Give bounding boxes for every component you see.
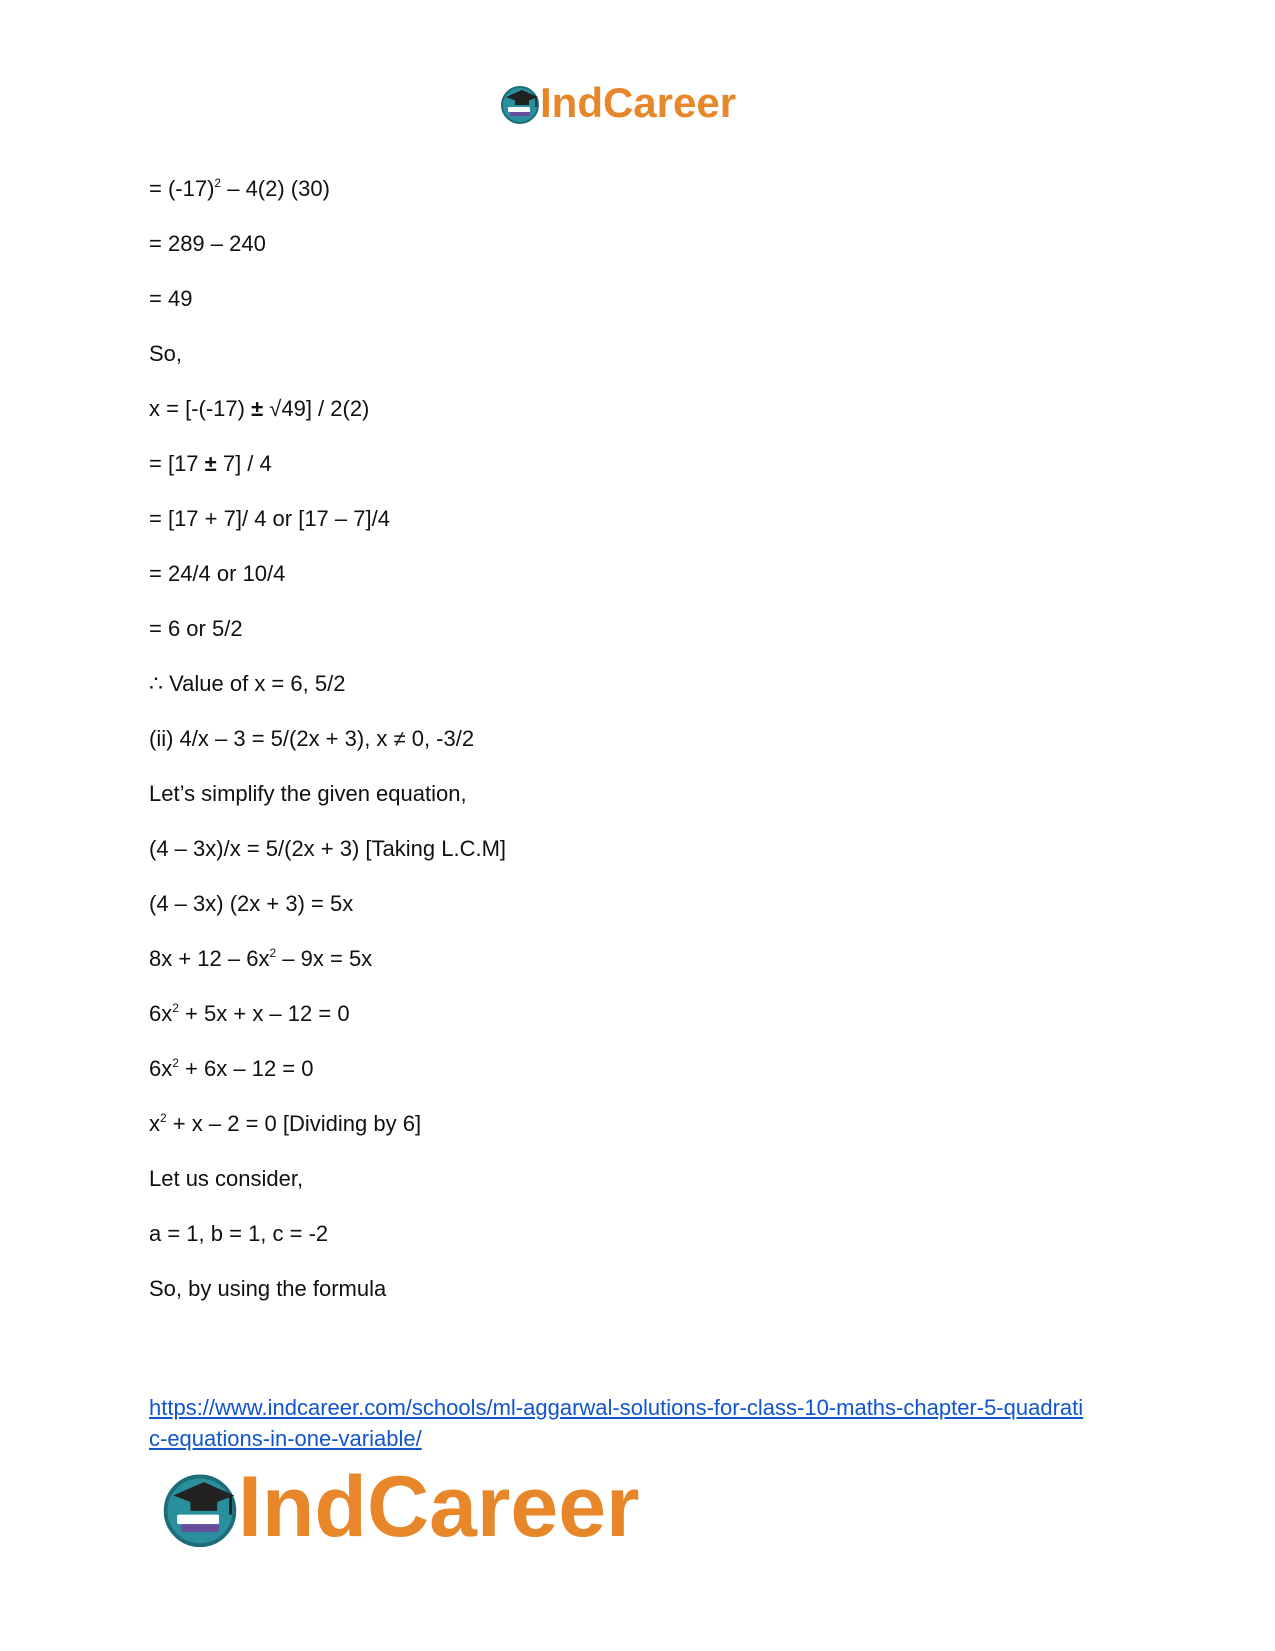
- solution-line: [149, 836, 1149, 862]
- line-text: Let us consider,: [149, 1166, 304, 1191]
- source-link-line-2[interactable]: c-equations-in-one-variable/: [149, 1426, 422, 1451]
- solution-line: [149, 451, 1149, 477]
- solution-line: [149, 781, 1149, 807]
- solution-line: [149, 561, 1149, 587]
- line-text: ∴ Value of x = 6, 5/2: [149, 671, 346, 696]
- line-text: 6x: [149, 1001, 173, 1026]
- solution-line: [149, 946, 1149, 972]
- line-text: = 24/4 or 10/4: [149, 561, 286, 586]
- solution-line: [149, 1056, 1149, 1082]
- graduation-cap-globe-icon: [158, 1465, 242, 1549]
- line-text: – 4(2) (30): [221, 176, 330, 201]
- header-logo: [498, 78, 736, 128]
- solution-line: [149, 1001, 1149, 1027]
- solution-line: [149, 396, 1149, 422]
- superscript: 2: [172, 1056, 179, 1070]
- line-text: So, by using the formula: [149, 1276, 387, 1301]
- superscript: 2: [269, 946, 277, 960]
- solution-content: [149, 176, 1149, 1331]
- footer-logo: [158, 1459, 640, 1555]
- line-text: (4 – 3x)/x = 5/(2x + 3) [Taking L.C.M]: [149, 836, 507, 861]
- solution-line: [149, 286, 1149, 312]
- line-text: – 9x = 5x: [276, 946, 373, 971]
- line-text: √49] / 2(2): [263, 396, 370, 421]
- line-text: + 5x + x – 12 = 0: [178, 1001, 350, 1026]
- line-text: x: [149, 1111, 160, 1136]
- solution-line: [149, 616, 1149, 642]
- footer-logo-wordmark: IndCareer: [238, 1459, 640, 1555]
- line-text: = 49: [149, 286, 193, 311]
- solution-line: [149, 891, 1149, 917]
- solution-line: [149, 1166, 1149, 1192]
- line-text: = (-17): [149, 176, 215, 201]
- solution-line: [149, 726, 1149, 752]
- solution-line: [149, 341, 1149, 367]
- line-text: a = 1, b = 1, c = -2: [149, 1221, 329, 1246]
- solution-line: [149, 176, 1149, 202]
- solution-line: [149, 1276, 1149, 1302]
- line-text: + 6x – 12 = 0: [178, 1056, 314, 1081]
- superscript: 2: [172, 1001, 179, 1015]
- line-text: + x – 2 = 0 [Dividing by 6]: [166, 1111, 422, 1136]
- solution-line: [149, 506, 1149, 532]
- logo-wordmark: IndCareer: [540, 79, 737, 126]
- superscript: 2: [214, 176, 222, 190]
- line-text: (ii) 4/x – 3 = 5/(2x + 3), x ≠ 0, -3/2: [149, 726, 475, 751]
- line-text: (4 – 3x) (2x + 3) = 5x: [149, 891, 354, 916]
- superscript: 2: [160, 1111, 167, 1125]
- line-text: 7] / 4: [216, 451, 272, 476]
- plus-minus-sign: ±: [204, 451, 217, 476]
- line-text: = [17 + 7]/ 4 or [17 – 7]/4: [149, 506, 390, 531]
- plus-minus-sign: ±: [251, 396, 264, 421]
- graduation-cap-globe-icon: [498, 81, 542, 125]
- line-text: So,: [149, 341, 183, 366]
- solution-line: [149, 1111, 1149, 1137]
- source-link[interactable]: [149, 1392, 1149, 1454]
- line-text: = 6 or 5/2: [149, 616, 243, 641]
- line-text: x = [-(-17): [149, 396, 252, 421]
- line-text: 6x: [149, 1056, 173, 1081]
- line-text: = [17: [149, 451, 205, 476]
- source-link-line-1[interactable]: https://www.indcareer.com/schools/ml-aggarwal-solutions-for-class-10-maths-chapter-5-quadrati: [149, 1395, 1084, 1420]
- solution-line: [149, 671, 1149, 697]
- line-text: Let’s simplify the given equation,: [149, 781, 467, 806]
- line-text: = 289 – 240: [149, 231, 266, 256]
- line-text: 8x + 12 – 6x: [149, 946, 270, 971]
- solution-line: [149, 231, 1149, 257]
- solution-line: [149, 1221, 1149, 1247]
